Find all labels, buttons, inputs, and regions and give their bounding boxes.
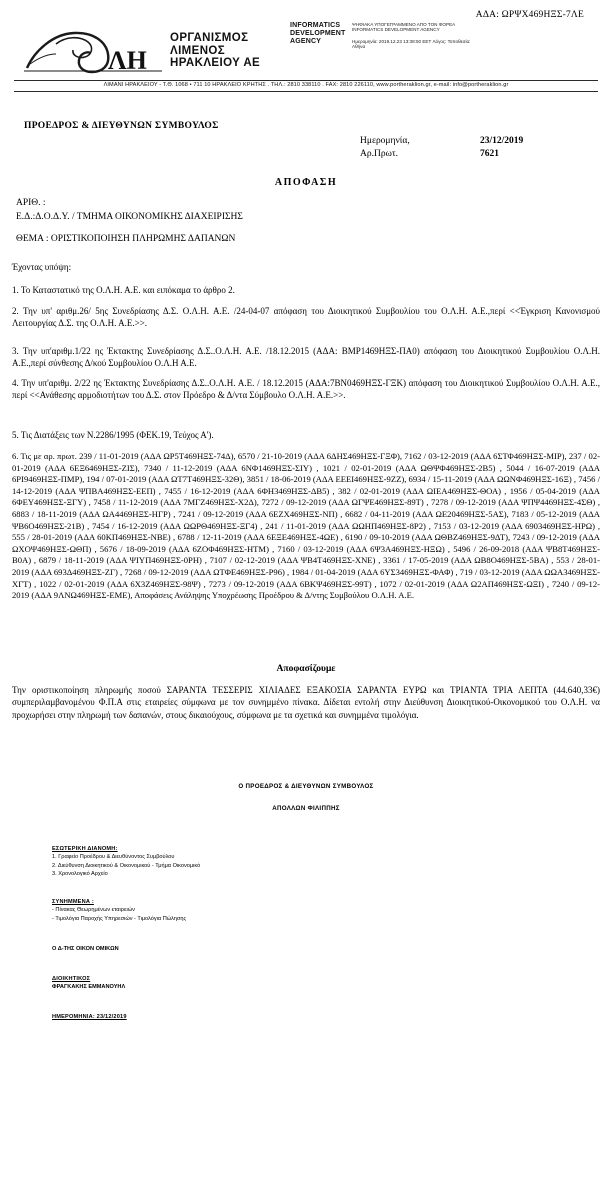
clause-2: 2. Την υπ' αριθμ.26/ 5ης Συνεδρίασης Δ.Σ. Ο.Λ.Η. Α.Ε. /24-04-07 απόφαση του Διοικητικού Συμβουλίου του Ο.Λ.Η. Α.Ε.,περί <<Έγκριση Κανονισμού Λειτουργίας Δ.Σ. της Ο.Λ.Η. Α.Ε.>>.	[12, 306, 600, 329]
svg-text:ΛΗ: ΛΗ	[108, 46, 147, 75]
administrative-header: ΔΙΟΙΚΗΤΙΚΟΣ	[52, 976, 91, 982]
attachments-block	[52, 898, 186, 923]
signature-name: ΑΠΟΛΛΩΝ ΦΙΛΙΠΠΗΣ	[272, 805, 340, 812]
decision-title: ΑΠΟΦΑΣΗ	[274, 177, 338, 188]
clause-6: 6. Τις με αρ. πρωτ. 239 / 11-01-2019 (ΑΔΑ ΩΡ5Τ469ΗΞΣ-74Δ), 6570 / 21-10-2019 (ΑΔΑ 6ΔΗΣ469ΗΞΣ-ΓΞΦ), 7162 / 03-12-2019 (ΑΔΑ 6ΣΤΦ469ΗΞΣ-ΜΙΡ), 237 / 02-01-2019 (ΑΔΑ 6ΕΞ6469ΗΞΣ-ΖΙΣ), 7340 / 11-12-2019 (ΑΔΑ 6ΝΦ1469ΗΞΣ-ΣΙΥ) , 1021 / 02-01-2019 (ΑΔΑ ΩΘΨΦ469ΗΞΣ-2Β5) , 5044 / 16-07-2019 (ΑΔΑ 6ΡΙ9469ΗΞΣ-ΠΜΡ), 194 / 07-01-2019 (ΑΔΑ ΩΤ7Τ469ΗΞΣ-32Θ), 3851 / 18-06-2019 (ΑΔΑ ΕΕΕΙ469ΗΞΣ-9ΖΖ), 6934 / 15-11-2019 (ΑΔΑ ΩΩΝΦ469ΗΞΣ-16Ξ) , 7456 / 14-12-2019 (ΑΔΑ ΨΠΒΑ469ΗΞΣ-ΕΕΠ) , 7455 / 16-12-2019 (ΑΔΑ 6ΦΗ3469ΗΞΣ-ΔΒ5) , 382 / 02-01-2019 (ΑΔΑ ΩΙΕΑ469ΗΞΣ-ΘΟΑ) , 1956 / 05-04-2019 (ΑΔΑ 6ΦΕΥ469ΗΞΣ-ΞΓΥ) , 7458 / 11-12-2019 (ΑΔΑ 7ΜΓΖ469ΗΞΣ-Χ2Δ), 7272 / 09-12-2019 (ΑΔΑ ΩΓΨΕ469ΗΞΣ-89Τ) , 7278 / 09-12-2019 (ΑΔΑ ΨΠΨ4469ΗΞΣ-4ΣΘ) , 6883 / 18-11-2019 (ΑΔΑ ΩΑ4469ΗΞΣ-ΗΓΡ) , 7241 / 09-12-2019 (ΑΔΑ 6ΕΖΧ469ΗΞΣ-ΝΠ) , 6682 / 04-11-2019 (ΑΔΑ ΩΕ20469ΗΞΣ-5ΑΣ), 7183 / 05-12-2019 (ΑΔΑ ΨΒ6Ο469ΗΞΣ-21Β) , 7454 / 16-12-2019 (ΑΔΑ ΩΩΡΘ469ΗΞΣ-ΞΓ4) , 241 / 11-01-2019 (ΑΔΑ ΩΩΗΠ469ΗΞΣ-8Ρ2) , 7153 / 03-12-2019 (ΑΔΑ 6903469ΗΞΣ-ΗΡΩ) , 555 / 28-01-2019 (ΑΔΑ 60ΚΠ469ΗΞΣ-ΝΒΕ) , 6788 / 12-11-2019 (ΑΔΑ 6ΕΞΕ469ΗΞΣ-4ΩΕ) , 6190 / 09-10-2019 (ΑΔΑ ΩΘΒΖ469ΗΞΣ-9ΔΤ), 7243 / 09-12-2019 (ΑΔΑ ΩΧΟΨ469ΗΞΣ-ΩΘΠ) , 5676 / 18-09-2019 (ΑΔΑ 6ΖΟΦ469ΗΞΣ-ΗΤΜ) , 7160 / 03-12-2019 (ΑΔΑ 6Ψ3Α469ΗΞΣ-ΗΞΩ) , 5496 / 26-09-2018 (ΑΔΑ ΨΒ8Τ469ΗΞΣ-Β0Α) , 6879 / 18-11-2019 (ΑΔΑ ΨΙΥΠ469ΗΞΣ-0ΡΗ) , 7107 / 02-12-2019 (ΑΔΑ ΨΒ4Τ469ΗΞΣ-ΧΝΕ) , 3361 / 17-05-2019 (ΑΔΑ ΩΒ8Ο469ΗΞΣ-5ΒΑ) , 553 / 28-01-2019 (ΑΔΑ 693Δ469ΗΞΣ-ΖΓ) , 7268 / 09-12-2019 (ΑΔΑ ΩΤΦΕ469ΗΞΣ-Ρ96) , 1984 / 01-04-2019 (ΑΔΑ 6ΥΣ3469ΗΞΣ-ΦΑΦ) , 719 / 03-12-2019 (ΑΔΑ ΩΩΑ3469ΗΞΣ-ΧΓΤ) , 1022 / 02-01-2019 (ΑΔΑ 6Χ3Ζ469ΗΞΣ-98Ψ) , 7273 / 09-12-2019 (ΑΔΑ 6ΒΚΨ469ΗΞΣ-99Τ) , 1072 / 02-01-2019 (ΑΔΑ Ω2ΑΠ469ΗΞΣ-ΩΞΙ) , 7240 / 09-12-2019 (ΑΔΑ 9ΛΝΩ469ΗΞΣ-ΕΜΕ), Αποφάσεις Ανάληψης Υποχρέωσης Προέδρου & Δ/ντης Συμβούλου Ο.Λ.Η. Α.Ε.	[12, 451, 600, 601]
protocol-value: 7621	[480, 149, 499, 159]
date-label: Ημερομηνία,	[360, 136, 410, 146]
subject-line: ΘΕΜΑ : ΟΡΙΣΤΙΚΟΠΟΙΗΣΗ ΠΛΗΡΩΜΗΣ ΔΑΠΑΝΩΝ	[16, 234, 236, 244]
clause-1: 1. Το Καταστατικό της Ο.Λ.Η. Α.Ε. και ειπόκαμα το άρθρο 2.	[12, 285, 235, 295]
attachments-item-2: - Τιμολόγια Παροχής Υπηρεσιών - Τιμολόγια Πώλησης	[52, 915, 187, 922]
president-title: ΠΡΟΕΔΡΟΣ & ΔΙΕΥΘΥΝΩΝ ΣΥΜΒΟΥΛΟΣ	[24, 121, 219, 131]
organization-name	[170, 32, 260, 70]
footer-date: ΗΜΕΡΟΜΗΝΙΑ: 23/12/2019	[52, 1014, 127, 1020]
department-line: Ε.Δ.:Δ.Ο.Δ.Υ. / ΤΜΗΜΑ ΟΙΚΟΝΟΜΙΚΗΣ ΔΙΑΧΕΙΡΙΣΗΣ	[16, 212, 243, 222]
ida-signature-note: ΨΗΦΙΑΚΑ ΥΠΟΓΕΓΡΑΜΜΕΝΟ ΑΠΟ ΤΟΝ ΦΟΡΕΑ INFORMATICS DEVELOPMENT AGENCY	[352, 22, 455, 33]
org-line-1: ΟΡΓΑΝΙΣΜΟΣ	[170, 32, 249, 44]
header-divider-top	[14, 80, 598, 81]
decide-word: Αποφασίζουμε	[276, 664, 336, 674]
internal-distribution-block	[52, 845, 200, 879]
ida-signature-date: Ημερομηνία: 2019.12.23 13:38:50 EET Λόγος: Τοποθεσία: Αθήνα	[352, 39, 471, 50]
finance-director-block	[52, 945, 119, 953]
attachments-header: ΣΥΝΗΜΜΕΝΑ :	[52, 899, 94, 905]
final-paragraph: Την οριστικοποίηση πληρωμής ποσού ΣΑΡΑΝΤΑ ΤΕΣΣΕΡΙΣ ΧΙΛΙΑΔΕΣ ΕΞΑΚΟΣΙΑ ΣΑΡΑΝΤΑ ΕΥΡΩ και ΤΡΙΑΝΤΑ ΤΡΙΑ ΛΕΠΤΑ (44.640,33€) συμπεριλαμβανομένου Φ.Π.Α στις εταιρείες σύμφωνα με τον συνημμένο πίνακα. Δίδεται εντολή στην Διεύθυνση Διοικητικού-Οικονομικού του Ο.Λ.Η. να προχωρήσει στην πληρωμή των δαπανών, στους δικαιούχους, σύμφωνα με τα σχετικά και συνημμένα τιμολόγια.	[12, 685, 600, 720]
protocol-label: Αρ.Πρωτ.	[360, 149, 399, 159]
attachments-item-1: - Πίνακας Θεωρημένων εταιρειών	[52, 907, 135, 914]
clause-3: 3. Την υπ'αριθμ.1/22 ης Έκτακτης Συνεδρίασης Δ.Σ..Ο.Λ.Η. Α.Ε. /18.12.2015 (ΑΔΑ: ΒΜΡ1469ΗΞΣ-ΠΑ0) απόφαση του Διοικητικού Συμβουλίου Ο.Λ.Η. Α.Ε.,περί σύνθεσης Δ/κού Συμβουλίου Ο.Λ.Η Α.Ε.	[12, 346, 600, 369]
clause-4: 4. Την υπ'αριθμ. 2/22 ης Έκτακτης Συνεδρίασης Δ.Σ..Ο.Λ.Η. Α.Ε. / 18.12.2015 (ΑΔΑ:7ΒΝ0469ΗΞΣ-ΓΞΚ) απόφαση του Διοικητικού Συμβουλίου Ο.Λ.Η. Α.Ε., περί <<Ανάθεσης αρμοδιοτήτων του Δ.Σ. στον Πρόεδρο & Δ/ντα Σύμβουλο Ο.Λ.Η. Α.Ε.>>.	[12, 378, 600, 401]
internal-distribution-item-2: 2. Διεύθυνση Διοικητικού & Οικονομικού - Τμήμα Οικονομικό	[52, 862, 201, 869]
ada-code: ΑΔΑ: ΩΡΨΧ469ΗΞΣ-7ΛΕ	[475, 10, 584, 20]
signature-title: Ο ΠΡΟΕΔΡΟΣ & ΔΙΕΥΘΥΝΩΝ ΣΥΜΒΟΥΛΟΣ	[238, 783, 374, 790]
ida-line-3: AGENCY	[290, 38, 322, 45]
finance-director-header: Ο Δ-ΤΗΣ ΟΙΚΟΝ ΟΜΙΚΩΝ	[52, 946, 119, 952]
having-in-mind-label: Έχοντας υπόψη:	[12, 262, 72, 272]
org-line-3: ΗΡΑΚΛΕΙΟΥ ΑΕ	[170, 57, 261, 69]
internal-distribution-header: ΕΣΩΤΕΡΙΚΗ ΔΙΑΝΟΜΗ:	[52, 846, 118, 852]
administrative-block	[52, 975, 125, 992]
administrative-name: ΦΡΑΓΚΑΚΗΣ ΕΜΜΑΝΟΥΗΛ	[52, 984, 126, 991]
header-divider-bottom	[14, 91, 598, 92]
address-line: ΛΙΜΑΝΙ ΗΡΑΚΛΕΙΟΥ - Τ.Θ. 1068 • 711 10 ΗΡΑΚΛΕΙΟ ΚΡΗΤΗΣ . ΤΗΛ.: 2810 338110 . FAX: 2810 226110, www.portheraklion.gr, e-mail: info@portheraklion.gr	[103, 82, 509, 88]
clause-5: 5. Τις Διατάξεις των Ν.2286/1995 (ΦΕΚ.19, Τεύχος Α').	[12, 430, 214, 440]
logo-wrap	[22, 24, 282, 82]
date-value: 23/12/2019	[480, 136, 524, 146]
internal-distribution-item-3: 3. Χρονολογικό Αρχείο	[52, 871, 108, 878]
arith-label: ΑΡΙΘ. :	[16, 198, 46, 208]
footer-date-block	[52, 1013, 127, 1021]
internal-distribution-item-1: 1. Γραφείο Προέδρου & Διευθύνοντος Συμβούλου	[52, 854, 175, 861]
informatics-development-agency-stamp	[290, 22, 500, 50]
ida-line-2: DEVELOPMENT	[290, 30, 346, 37]
port-authority-logo-icon	[22, 24, 167, 80]
ida-line-1: INFORMATICS	[290, 22, 341, 29]
date-protocol-block	[360, 136, 590, 162]
org-line-2: ΛΙΜΕΝΟΣ	[170, 44, 226, 57]
